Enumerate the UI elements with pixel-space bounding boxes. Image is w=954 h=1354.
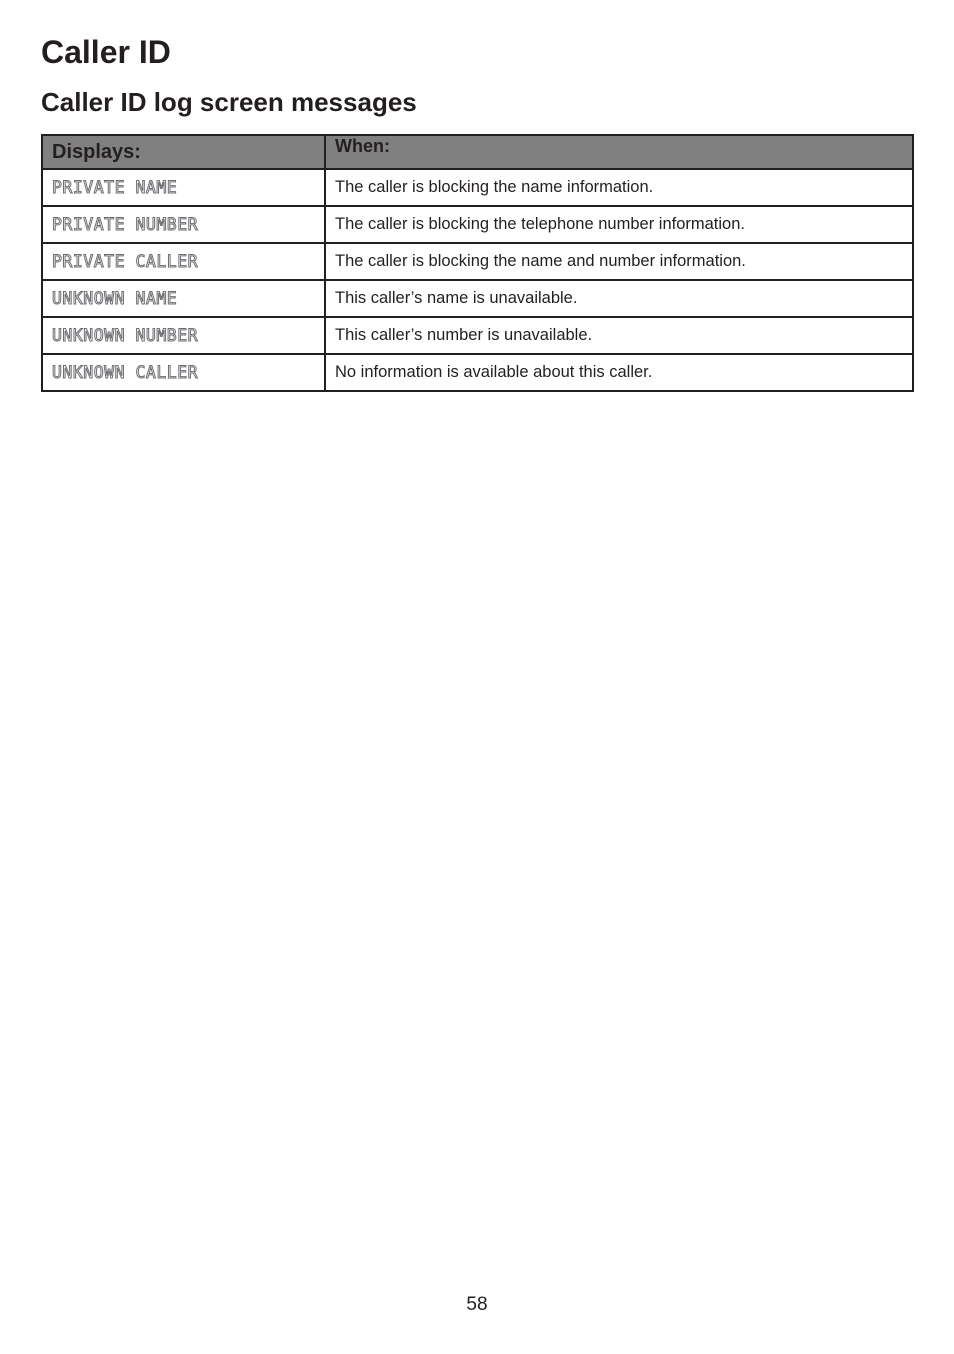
when-description: This caller’s number is unavailable. [325, 317, 913, 354]
display-message: PRIVATE NUMBER [42, 206, 325, 243]
table-row [42, 280, 913, 317]
display-message: UNKNOWN CALLER [42, 354, 325, 391]
page-number: 58 [466, 1294, 488, 1315]
page-title: Caller ID [41, 34, 171, 70]
display-message: UNKNOWN NAME [42, 280, 325, 317]
table-row [42, 317, 913, 354]
header-when: When: [325, 135, 913, 169]
header-displays: Displays: [42, 135, 325, 169]
when-description: The caller is blocking the name and number information. [325, 243, 913, 280]
display-message: PRIVATE NAME [42, 169, 325, 206]
section-title: Caller ID log screen messages [41, 87, 417, 117]
when-description: No information is available about this caller. [325, 354, 913, 391]
table-row [42, 169, 913, 206]
when-description: The caller is blocking the telephone number information. [325, 206, 913, 243]
table-row [42, 206, 913, 243]
table-row [42, 354, 913, 391]
table-row [42, 243, 913, 280]
when-description: The caller is blocking the name information. [325, 169, 913, 206]
table-header-row [42, 135, 913, 169]
caller-id-messages-table [41, 134, 914, 392]
display-message: UNKNOWN NUMBER [42, 317, 325, 354]
display-message: PRIVATE CALLER [42, 243, 325, 280]
when-description: This caller’s name is unavailable. [325, 280, 913, 317]
